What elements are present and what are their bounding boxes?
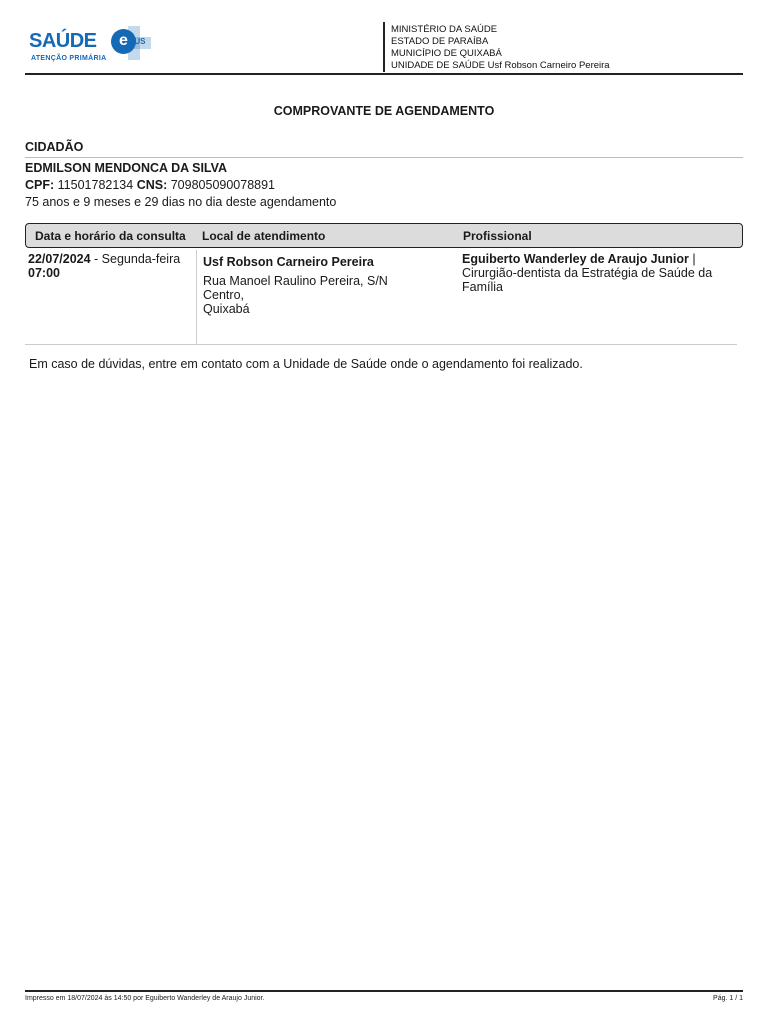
header-rule <box>25 73 743 75</box>
cpf-label: CPF: <box>25 178 55 192</box>
header-line-health-unit: UNIDADE DE SAÚDE Usf Robson Carneiro Pereira <box>391 60 610 71</box>
footer-rule <box>25 990 743 992</box>
citizen-name: EDMILSON MENDONCA DA SILVA <box>25 161 228 175</box>
professional-name: Eguiberto Wanderley de Araujo Junior <box>462 252 689 266</box>
logo-subtitle: ATENÇÃO PRIMÁRIA <box>31 55 107 62</box>
logo-e-badge: e <box>111 29 136 54</box>
appointment-date-cell <box>28 252 180 266</box>
table-column-separator <box>196 250 197 345</box>
appointment-date: 22/07/2024 <box>28 252 91 266</box>
header-line-state: ESTADO DE PARAÍBA <box>391 36 489 47</box>
document-title: COMPROVANTE DE AGENDAMENTO <box>273 104 495 118</box>
footer-page-number: Pág. 1 / 1 <box>713 995 743 1002</box>
appointment-unit-name: Usf Robson Carneiro Pereira <box>203 255 374 269</box>
citizen-identifiers <box>25 178 275 192</box>
header-institution-lines <box>391 24 610 72</box>
appointment-professional <box>462 252 732 294</box>
cpf-value: 11501782134 <box>57 178 134 192</box>
appointment-table-header <box>25 223 743 248</box>
appointment-time: 07:00 <box>28 266 60 280</box>
header-line-ministry: MINISTÉRIO DA SAÚDE <box>391 24 498 35</box>
appointment-weekday: - Segunda-feira <box>90 252 181 266</box>
professional-separator: | <box>688 252 696 266</box>
saude-esus-logo <box>29 26 159 66</box>
professional-role: Cirurgião-dentista da Estratégia de Saúde da Família <box>462 266 713 294</box>
document-header <box>25 20 743 74</box>
citizen-section-label: CIDADÃO <box>25 140 84 154</box>
citizen-age: 75 anos e 9 meses e 29 dias no dia deste agendamento <box>25 195 337 209</box>
header-divider <box>383 22 385 72</box>
address-district: Centro, <box>203 288 244 302</box>
table-row-rule <box>25 344 737 345</box>
citizen-section-rule <box>25 157 743 158</box>
contact-note: Em caso de dúvidas, entre em contato com a Unidade de Saúde onde o agendamento foi realizado. <box>29 357 583 371</box>
logo-main-text: SAÚDE <box>29 30 97 52</box>
header-line-municipality: MUNICÍPIO DE QUIXABÁ <box>391 48 502 59</box>
footer-print-info: Impresso em 18/07/2024 às 14:50 por Eguiberto Wanderley de Araujo Junior. <box>25 995 265 1002</box>
cns-value: 709805090078891 <box>170 178 276 192</box>
address-street: Rua Manoel Raulino Pereira, S/N <box>203 274 388 288</box>
logo-sus-text: SUS <box>129 37 146 46</box>
address-city: Quixabá <box>203 302 250 316</box>
appointment-address <box>203 274 388 316</box>
column-header-date: Data e horário da consulta <box>35 229 186 243</box>
cns-label: CNS: <box>136 178 168 192</box>
column-header-location: Local de atendimento <box>202 229 326 243</box>
column-header-professional: Profissional <box>463 229 532 243</box>
